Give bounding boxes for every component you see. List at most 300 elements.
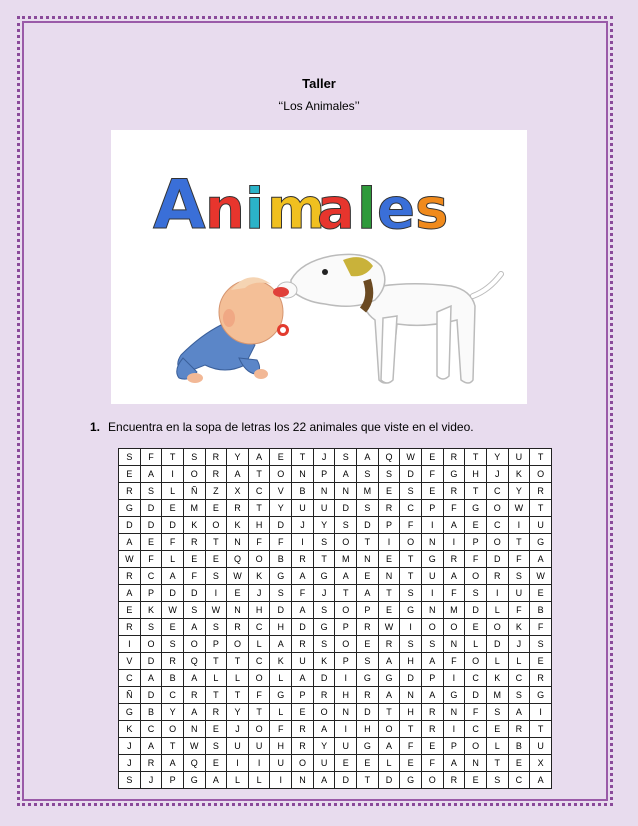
- grid-row: [119, 517, 552, 534]
- grid-row: [119, 466, 552, 483]
- grid-cell: T: [162, 449, 184, 466]
- grid-cell: Y: [508, 483, 530, 500]
- grid-cell: R: [378, 636, 400, 653]
- grid-cell: G: [119, 704, 141, 721]
- grid-cell: S: [357, 466, 379, 483]
- grid-cell: O: [486, 500, 508, 517]
- grid-cell: R: [205, 704, 227, 721]
- grid-cell: E: [292, 704, 314, 721]
- grid-cell: E: [183, 551, 205, 568]
- grid-cell: A: [421, 687, 443, 704]
- grid-cell: O: [335, 602, 357, 619]
- grid-cell: A: [530, 551, 552, 568]
- grid-cell: K: [183, 517, 205, 534]
- grid-cell: R: [421, 704, 443, 721]
- grid-cell: A: [335, 568, 357, 585]
- grid-cell: L: [465, 636, 487, 653]
- logo-letter: l: [357, 177, 377, 242]
- grid-cell: A: [248, 449, 270, 466]
- grid-cell: W: [530, 568, 552, 585]
- grid-cell: N: [465, 755, 487, 772]
- grid-cell: H: [248, 517, 270, 534]
- grid-cell: O: [400, 534, 422, 551]
- logo-letter: i: [245, 177, 265, 242]
- grid-cell: D: [270, 602, 292, 619]
- grid-cell: A: [292, 602, 314, 619]
- grid-cell: T: [530, 449, 552, 466]
- grid-cell: T: [313, 551, 335, 568]
- grid-cell: R: [421, 721, 443, 738]
- grid-cell: E: [205, 500, 227, 517]
- grid-cell: P: [421, 500, 443, 517]
- grid-cell: E: [508, 755, 530, 772]
- grid-cell: S: [508, 687, 530, 704]
- grid-cell: O: [248, 670, 270, 687]
- grid-cell: E: [162, 500, 184, 517]
- grid-cell: C: [465, 721, 487, 738]
- grid-cell: A: [357, 585, 379, 602]
- grid-cell: S: [162, 636, 184, 653]
- grid-cell: A: [183, 670, 205, 687]
- grid-cell: T: [248, 500, 270, 517]
- grid-cell: A: [313, 721, 335, 738]
- grid-cell: O: [335, 636, 357, 653]
- grid-cell: H: [400, 653, 422, 670]
- grid-cell: U: [270, 755, 292, 772]
- grid-cell: A: [227, 466, 249, 483]
- grid-cell: L: [205, 670, 227, 687]
- grid-cell: I: [421, 517, 443, 534]
- grid-cell: H: [270, 619, 292, 636]
- grid-cell: S: [205, 619, 227, 636]
- grid-cell: H: [270, 738, 292, 755]
- grid-cell: F: [248, 687, 270, 704]
- grid-cell: R: [530, 670, 552, 687]
- grid-cell: C: [140, 721, 162, 738]
- grid-cell: N: [421, 602, 443, 619]
- grid-cell: A: [443, 755, 465, 772]
- grid-cell: A: [270, 636, 292, 653]
- grid-cell: Y: [162, 704, 184, 721]
- grid-cell: T: [465, 449, 487, 466]
- grid-cell: N: [443, 636, 465, 653]
- grid-cell: N: [400, 687, 422, 704]
- grid-cell: G: [465, 500, 487, 517]
- grid-cell: V: [270, 483, 292, 500]
- grid-cell: H: [465, 466, 487, 483]
- grid-cell: A: [292, 670, 314, 687]
- grid-cell: F: [421, 466, 443, 483]
- grid-cell: U: [335, 738, 357, 755]
- grid-cell: O: [140, 636, 162, 653]
- grid-cell: I: [270, 772, 292, 789]
- grid-cell: G: [270, 568, 292, 585]
- grid-cell: N: [313, 483, 335, 500]
- animales-illustration: [111, 130, 527, 404]
- instruction-text: Encuentra en la sopa de letras los 22 animales que viste en el video.: [108, 420, 474, 434]
- grid-cell: T: [530, 721, 552, 738]
- grid-cell: F: [530, 619, 552, 636]
- grid-cell: F: [465, 704, 487, 721]
- grid-cell: D: [183, 585, 205, 602]
- grid-cell: K: [140, 602, 162, 619]
- grid-cell: A: [530, 772, 552, 789]
- grid-cell: Q: [183, 755, 205, 772]
- grid-cell: D: [162, 585, 184, 602]
- grid-cell: E: [119, 602, 141, 619]
- grid-cell: G: [421, 551, 443, 568]
- grid-row: [119, 670, 552, 687]
- grid-cell: S: [486, 772, 508, 789]
- grid-cell: D: [465, 602, 487, 619]
- grid-cell: W: [183, 738, 205, 755]
- grid-cell: F: [270, 534, 292, 551]
- grid-cell: D: [486, 551, 508, 568]
- grid-cell: Q: [183, 653, 205, 670]
- grid-cell: A: [292, 568, 314, 585]
- grid-cell: O: [227, 636, 249, 653]
- grid-cell: L: [270, 670, 292, 687]
- grid-cell: R: [183, 534, 205, 551]
- grid-cell: N: [292, 772, 314, 789]
- grid-cell: E: [400, 755, 422, 772]
- grid-cell: C: [486, 483, 508, 500]
- grid-cell: D: [270, 517, 292, 534]
- grid-cell: N: [357, 551, 379, 568]
- grid-cell: A: [119, 585, 141, 602]
- grid-cell: K: [508, 619, 530, 636]
- grid-cell: F: [400, 517, 422, 534]
- grid-cell: T: [205, 534, 227, 551]
- grid-cell: W: [227, 568, 249, 585]
- grid-cell: U: [292, 500, 314, 517]
- grid-cell: R: [119, 483, 141, 500]
- grid-cell: M: [335, 551, 357, 568]
- grid-cell: Q: [378, 449, 400, 466]
- grid-cell: E: [378, 483, 400, 500]
- grid-cell: S: [205, 738, 227, 755]
- grid-cell: A: [421, 653, 443, 670]
- grid-cell: T: [465, 483, 487, 500]
- grid-cell: U: [530, 738, 552, 755]
- instruction-number: 1.: [90, 420, 101, 434]
- grid-cell: T: [400, 568, 422, 585]
- grid-cell: A: [162, 568, 184, 585]
- grid-cell: S: [465, 585, 487, 602]
- grid-cell: R: [227, 500, 249, 517]
- grid-cell: K: [486, 670, 508, 687]
- grid-cell: A: [378, 687, 400, 704]
- grid-row: [119, 551, 552, 568]
- grid-cell: P: [140, 585, 162, 602]
- grid-cell: D: [140, 517, 162, 534]
- grid-cell: T: [378, 704, 400, 721]
- grid-cell: V: [119, 653, 141, 670]
- grid-cell: W: [205, 602, 227, 619]
- grid-cell: R: [378, 500, 400, 517]
- grid-cell: C: [400, 500, 422, 517]
- grid-cell: R: [357, 687, 379, 704]
- grid-cell: I: [400, 619, 422, 636]
- grid-cell: N: [227, 534, 249, 551]
- grid-cell: D: [292, 619, 314, 636]
- grid-cell: S: [486, 704, 508, 721]
- grid-cell: T: [357, 772, 379, 789]
- grid-cell: E: [465, 517, 487, 534]
- grid-cell: T: [248, 704, 270, 721]
- grid-cell: E: [162, 619, 184, 636]
- grid-cell: S: [357, 500, 379, 517]
- grid-cell: K: [248, 568, 270, 585]
- grid-cell: Y: [227, 704, 249, 721]
- grid-cell: H: [335, 687, 357, 704]
- animales-logo: [153, 166, 448, 245]
- grid-row: [119, 704, 552, 721]
- grid-cell: P: [378, 517, 400, 534]
- grid-cell: B: [140, 704, 162, 721]
- grid-cell: A: [443, 517, 465, 534]
- grid-cell: I: [443, 721, 465, 738]
- grid-cell: I: [421, 585, 443, 602]
- grid-cell: D: [140, 687, 162, 704]
- grid-cell: J: [140, 772, 162, 789]
- grid-cell: W: [119, 551, 141, 568]
- grid-cell: C: [162, 687, 184, 704]
- grid-cell: A: [140, 738, 162, 755]
- grid-cell: J: [508, 636, 530, 653]
- grid-cell: R: [443, 551, 465, 568]
- grid-cell: T: [400, 551, 422, 568]
- grid-cell: R: [443, 483, 465, 500]
- grid-cell: O: [465, 568, 487, 585]
- grid-cell: M: [357, 483, 379, 500]
- grid-cell: R: [162, 653, 184, 670]
- grid-cell: N: [227, 602, 249, 619]
- grid-cell: L: [486, 653, 508, 670]
- grid-cell: F: [421, 755, 443, 772]
- grid-cell: A: [443, 568, 465, 585]
- grid-cell: F: [270, 721, 292, 738]
- grid-cell: F: [183, 568, 205, 585]
- grid-cell: E: [378, 602, 400, 619]
- grid-cell: O: [270, 466, 292, 483]
- grid-cell: L: [248, 636, 270, 653]
- grid-cell: T: [357, 534, 379, 551]
- grid-cell: O: [183, 636, 205, 653]
- instruction-line: [90, 420, 474, 434]
- grid-cell: U: [227, 738, 249, 755]
- grid-cell: P: [421, 670, 443, 687]
- grid-cell: P: [465, 534, 487, 551]
- grid-cell: I: [227, 755, 249, 772]
- grid-cell: E: [421, 449, 443, 466]
- grid-row: [119, 449, 552, 466]
- grid-cell: S: [530, 636, 552, 653]
- grid-cell: C: [486, 517, 508, 534]
- grid-cell: I: [205, 585, 227, 602]
- grid-cell: E: [465, 772, 487, 789]
- grid-cell: E: [378, 551, 400, 568]
- grid-cell: R: [357, 619, 379, 636]
- logo-letter: a: [317, 177, 355, 242]
- grid-cell: H: [357, 721, 379, 738]
- grid-cell: R: [227, 619, 249, 636]
- grid-cell: S: [421, 636, 443, 653]
- grid-cell: T: [227, 653, 249, 670]
- baby-illustration: [177, 277, 289, 383]
- grid-cell: T: [205, 653, 227, 670]
- grid-cell: E: [119, 466, 141, 483]
- grid-cell: E: [205, 721, 227, 738]
- logo-letter: m: [267, 177, 326, 242]
- grid-cell: M: [183, 500, 205, 517]
- grid-cell: O: [378, 721, 400, 738]
- grid-cell: A: [183, 619, 205, 636]
- grid-cell: L: [270, 704, 292, 721]
- grid-row: [119, 755, 552, 772]
- grid-cell: Y: [313, 517, 335, 534]
- grid-cell: A: [183, 704, 205, 721]
- grid-cell: B: [508, 738, 530, 755]
- grid-cell: B: [270, 551, 292, 568]
- grid-cell: R: [292, 721, 314, 738]
- grid-cell: I: [486, 585, 508, 602]
- grid-cell: G: [183, 772, 205, 789]
- grid-cell: B: [162, 670, 184, 687]
- grid-cell: N: [292, 466, 314, 483]
- grid-cell: P: [335, 653, 357, 670]
- grid-cell: J: [313, 449, 335, 466]
- grid-cell: F: [443, 500, 465, 517]
- grid-cell: C: [119, 670, 141, 687]
- grid-cell: U: [292, 653, 314, 670]
- grid-cell: O: [248, 721, 270, 738]
- grid-cell: P: [205, 636, 227, 653]
- grid-cell: F: [248, 534, 270, 551]
- grid-row: [119, 738, 552, 755]
- grid-cell: L: [508, 653, 530, 670]
- grid-row: [119, 772, 552, 789]
- grid-cell: T: [400, 721, 422, 738]
- grid-cell: A: [378, 653, 400, 670]
- grid-cell: L: [162, 483, 184, 500]
- grid-cell: P: [443, 738, 465, 755]
- grid-cell: F: [292, 585, 314, 602]
- grid-cell: I: [162, 466, 184, 483]
- grid-cell: N: [443, 704, 465, 721]
- grid-cell: T: [227, 687, 249, 704]
- grid-row: [119, 500, 552, 517]
- grid-cell: Ñ: [183, 483, 205, 500]
- grid-cell: E: [205, 551, 227, 568]
- grid-cell: E: [357, 636, 379, 653]
- grid-cell: A: [313, 772, 335, 789]
- grid-cell: C: [248, 483, 270, 500]
- grid-cell: R: [292, 738, 314, 755]
- grid-cell: F: [443, 585, 465, 602]
- grid-cell: X: [227, 483, 249, 500]
- grid-cell: R: [443, 772, 465, 789]
- grid-cell: A: [508, 704, 530, 721]
- grid-cell: J: [248, 585, 270, 602]
- grid-cell: F: [443, 653, 465, 670]
- grid-cell: L: [227, 670, 249, 687]
- grid-cell: K: [119, 721, 141, 738]
- grid-cell: N: [421, 534, 443, 551]
- grid-cell: P: [357, 602, 379, 619]
- grid-cell: D: [313, 670, 335, 687]
- grid-cell: R: [140, 755, 162, 772]
- grid-cell: I: [443, 534, 465, 551]
- grid-cell: T: [508, 534, 530, 551]
- grid-cell: T: [205, 687, 227, 704]
- grid-cell: S: [183, 602, 205, 619]
- grid-cell: U: [530, 517, 552, 534]
- grid-cell: P: [335, 619, 357, 636]
- logo-letter: s: [415, 177, 449, 242]
- grid-cell: L: [162, 551, 184, 568]
- grid-cell: E: [465, 619, 487, 636]
- page-subtitle: ‘‘Los Animales’’: [278, 99, 360, 113]
- grid-cell: G: [378, 670, 400, 687]
- grid-cell: T: [162, 738, 184, 755]
- grid-cell: R: [205, 466, 227, 483]
- grid-cell: M: [486, 687, 508, 704]
- grid-cell: E: [270, 449, 292, 466]
- grid-cell: A: [357, 449, 379, 466]
- grid-cell: C: [508, 772, 530, 789]
- logo-letter: e: [377, 177, 415, 242]
- dog-illustration: [273, 254, 501, 383]
- grid-row: [119, 619, 552, 636]
- grid-cell: D: [119, 517, 141, 534]
- grid-cell: B: [292, 483, 314, 500]
- grid-cell: D: [400, 466, 422, 483]
- grid-row: [119, 636, 552, 653]
- logo-letter: A: [153, 166, 206, 245]
- grid-cell: T: [292, 449, 314, 466]
- grid-row: [119, 687, 552, 704]
- grid-cell: D: [378, 772, 400, 789]
- grid-cell: S: [335, 517, 357, 534]
- grid-cell: Ñ: [119, 687, 141, 704]
- grid-cell: S: [270, 585, 292, 602]
- grid-row: [119, 483, 552, 500]
- grid-cell: E: [140, 534, 162, 551]
- word-search-grid: [118, 448, 552, 789]
- grid-cell: A: [140, 670, 162, 687]
- grid-cell: I: [248, 755, 270, 772]
- grid-cell: E: [335, 755, 357, 772]
- grid-cell: L: [378, 755, 400, 772]
- grid-cell: R: [292, 636, 314, 653]
- grid-cell: O: [292, 755, 314, 772]
- grid-cell: O: [162, 721, 184, 738]
- grid-cell: E: [530, 585, 552, 602]
- grid-cell: R: [119, 568, 141, 585]
- grid-cell: U: [508, 585, 530, 602]
- grid-cell: T: [486, 755, 508, 772]
- grid-cell: S: [335, 449, 357, 466]
- grid-cell: J: [227, 721, 249, 738]
- grid-cell: D: [162, 517, 184, 534]
- grid-cell: H: [248, 602, 270, 619]
- grid-cell: S: [140, 483, 162, 500]
- grid-cell: I: [335, 670, 357, 687]
- grid-cell: W: [378, 619, 400, 636]
- grid-cell: R: [443, 449, 465, 466]
- grid-cell: S: [313, 534, 335, 551]
